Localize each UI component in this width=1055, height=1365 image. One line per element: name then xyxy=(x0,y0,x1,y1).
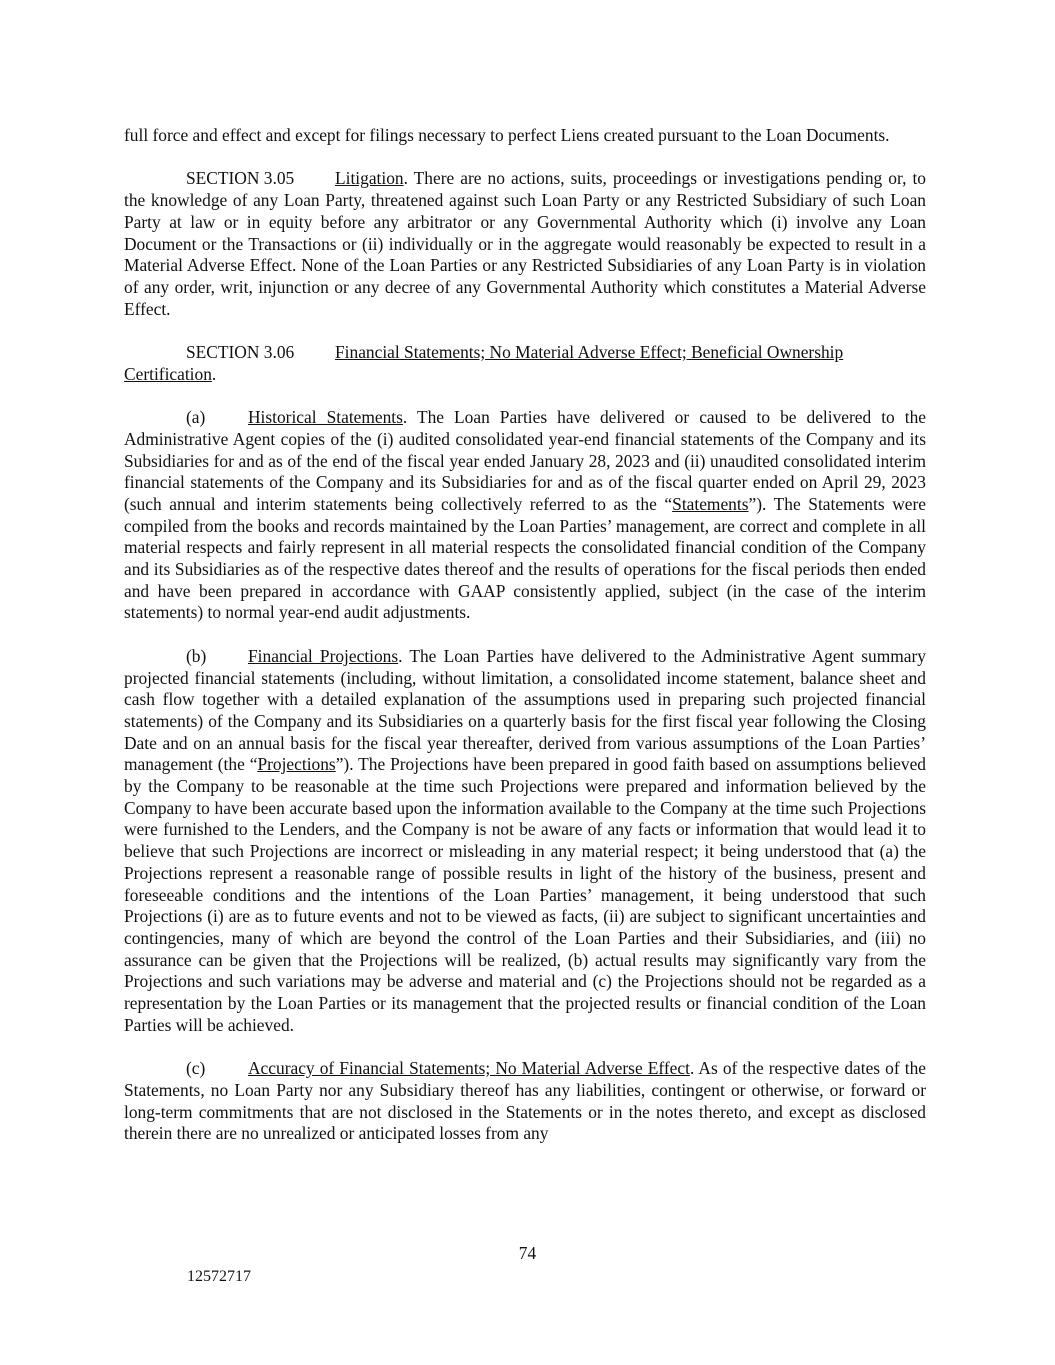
section-3-06-number: SECTION 3.06 xyxy=(186,342,295,362)
paragraph-b-body-1: . The Loan Parties have delivered to the Administrative Agent summary projected financial statements (including, without limitation, a consolidated income statement, balance sheet and cash flow together with a detailed explanation of the assumptions used in preparing such projected financial statements) of the Company and its Subsidiaries on a quarterly basis for the first fiscal year following the Closing Date and on an annual basis for the fiscal year thereafter, derived from various assumptions of the Loan Parties’ management (the “ xyxy=(124,645,927,775)
paragraph-b xyxy=(124,646,926,1037)
continuation-text: full force and effect and except for filings necessary to perfect Liens created pursuant to the Loan Documents. xyxy=(124,125,890,145)
section-3-06 xyxy=(124,342,926,385)
paragraph-c-body: . As of the respective dates of the Statements, no Loan Party nor any Subsidiary thereof has any liabilities, contingent or otherwise, or forward or long-term commitments that are not disclosed in the Statements or in the notes thereto, and except as disclosed therein there are no unrealized or anticipated losses from any xyxy=(124,1058,926,1144)
paragraph-b-defined-term: Projections xyxy=(257,754,336,775)
paragraph-a-defined-term: Statements xyxy=(672,493,749,514)
paragraph-c-label: (c) xyxy=(186,1058,206,1079)
document-page xyxy=(124,125,926,1145)
section-3-05-body: . There are no actions, suits, proceedings or investigations pending or, to the knowledge of any Loan Party, threatened against such Loan Party or any Restricted Subsidiary of such Loan Party at law or in equity before any arbitrator or any Governmental Authority which (i) involve any Loan Document or the Transactions or (ii) individually or in the aggregate would reasonably be expected to result in a Material Adverse Effect. None of the Loan Parties or any Restricted Subsidiaries of any Loan Party is in violation of any order, writ, injunction or any decree of any Governmental Authority which constitutes a Material Adverse Effect. xyxy=(124,168,926,319)
page-number: 74 xyxy=(518,1243,537,1263)
document-id: 12572717 xyxy=(187,1268,251,1285)
section-3-05-number: SECTION 3.05 xyxy=(186,168,295,189)
section-3-05 xyxy=(124,168,926,320)
paragraph-a-label: (a) xyxy=(186,407,206,428)
paragraph-a-title: Historical Statements xyxy=(248,407,403,428)
paragraph-a xyxy=(124,407,926,624)
paragraph-c xyxy=(124,1058,926,1145)
paragraph-c-title: Accuracy of Financial Statements; No Material Adverse Effect xyxy=(248,1058,690,1079)
paragraph-b-label: (b) xyxy=(186,645,207,666)
continuation-paragraph xyxy=(124,125,926,147)
paragraph-a-body-2: ”). The Statements were compiled from the books and records maintained by the Loan Parties’ management, are correct and complete in all material respects and fairly represent in all material respects the consolidated financial condition of the Company and its Subsidiaries as of the respective dates thereof and the results of operations for the fiscal periods then ended and have been prepared in accordance with GAAP consistently applied, subject (in the case of the interim statements) to normal year-end audit adjustments. xyxy=(124,493,926,623)
paragraph-b-body-2: ”). The Projections have been prepared in good faith based on assumptions believed by the Company to be reasonable at the time such Projections were prepared and information believed by the Company to have been accurate based upon the information available to the Company at the time such Projections were furnished to the Lenders, and the Company is not be aware of any facts or information that would lead it to believe that such Projections are incorrect or misleading in any material respect; it being understood that (a) the Projections represent a reasonable range of possible results in light of the history of the business, present and foreseeable conditions and the intentions of the Loan Parties’ management, it being understood that such Projections (i) are as to future events and not to be viewed as facts, (ii) are subject to significant uncertainties and contingencies, many of which are beyond the control of the Loan Parties and their Subsidiaries, and (iii) no assurance can be given that the Projections will be realized, (b) actual results may significantly vary from the Projections and such variations may be adverse and material and (c) the Projections should not be regarded as a representation by the Loan Parties or its management that the projected results or financial condition of the Loan Parties will be achieved. xyxy=(124,754,926,1035)
section-3-06-title: Financial Statements; No Material Adverse Effect; Beneficial Ownership Certification xyxy=(124,342,844,384)
paragraph-b-title: Financial Projections xyxy=(248,645,399,666)
paragraph-a-body-1: . The Loan Parties have delivered or caused to be delivered to the Administrative Agent copies of the (i) audited consolidated year-end financial statements of the Company and its Subsidiaries for and as of the end of the fiscal year ended January 28, 2023 and (ii) unaudited consolidated interim financial statements of the Company and its Subsidiaries for and as of the fiscal quarter ended on April 29, 2023 (such annual and interim statements being collectively referred to as the “ xyxy=(124,407,926,514)
section-3-06-end: . xyxy=(211,363,217,384)
section-3-05-title: Litigation xyxy=(335,168,404,189)
